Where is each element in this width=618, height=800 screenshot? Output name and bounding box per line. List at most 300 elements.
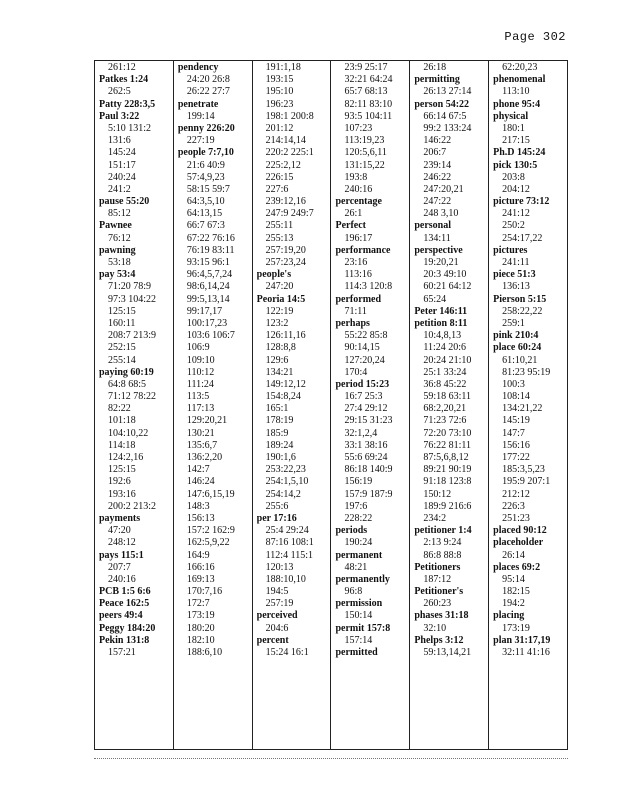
index-reference: 165:1 (265, 403, 289, 415)
index-reference: 113:16 (344, 269, 372, 281)
index-reference: 96:4,5,7,24 (186, 269, 233, 281)
index-reference: 157:9 187:9 (344, 488, 393, 500)
index-reference: 193:15 (265, 74, 294, 86)
index-reference: 97:3 104:22 (108, 293, 157, 305)
index-reference: 241:2 (108, 183, 131, 195)
index-table (94, 60, 568, 750)
index-reference: 194:5 (265, 586, 289, 598)
index-heading: Perfect (335, 220, 367, 232)
index-reference: 68:2,20,21 (423, 403, 467, 415)
index-reference: 117:13 (186, 403, 215, 415)
index-reference: 104:10,22 (108, 427, 149, 439)
index-reference: 255:13 (265, 232, 294, 244)
index-reference: 82:22 (108, 403, 131, 415)
index-reference: 146:24 (186, 476, 215, 488)
index-heading: perhaps (335, 317, 370, 329)
index-heading: Ph.D 145:24 (493, 147, 546, 159)
index-reference: 190:1,6 (265, 452, 296, 463)
index-heading: petitioner 1:4 (414, 525, 472, 537)
index-heading: people 7:7,10 (177, 147, 234, 159)
index-reference: 193:8 (344, 171, 368, 183)
index-reference: 251:23 (502, 512, 530, 524)
index-reference: 124:2,16 (108, 452, 144, 463)
index-reference: 71:12 78:22 (108, 391, 157, 403)
index-reference: 64:3,5,10 (186, 196, 225, 208)
index-reference: 172:7 (186, 598, 210, 610)
index-reference: 166:16 (186, 561, 215, 573)
index-reference: 146:22 (423, 135, 452, 147)
index-reference: 127:20,24 (344, 354, 385, 366)
index-reference: 217:15 (502, 135, 530, 147)
page-number: Page 302 (504, 30, 566, 44)
index-reference: 134:21,22 (502, 403, 543, 415)
index-reference: 65:7 68:13 (344, 86, 388, 98)
index-reference: 240:16 (344, 183, 373, 195)
index-reference: 58:15 59:7 (186, 183, 230, 195)
index-reference: 227:19 (186, 135, 215, 147)
index-reference: 164:9 (186, 549, 210, 561)
index-reference: 151:17 (108, 159, 136, 171)
index-reference: 248:12 (108, 537, 136, 549)
index-reference: 26:22 27:7 (186, 86, 230, 98)
index-reference: 26:18 (423, 62, 447, 73)
index-column-1 (95, 61, 174, 749)
index-reference: 96:8 (344, 586, 363, 598)
index-reference: 196:17 (344, 232, 373, 244)
index-reference: 149:12,12 (265, 378, 306, 390)
index-heading: petition 8:11 (414, 317, 468, 329)
index-reference: 257:19,20 (265, 244, 306, 256)
index-reference: 114:3 120:8 (344, 281, 393, 293)
index-reference: 19:20,21 (423, 257, 459, 268)
index-reference: 173:19 (186, 610, 215, 622)
index-reference: 162:5,9,22 (186, 537, 230, 549)
index-reference: 129:20,21 (186, 415, 228, 427)
index-heading: Peace 162:5 (99, 598, 150, 610)
index-reference: 112:4 115:1 (265, 549, 313, 561)
index-reference: 113:19,23 (344, 135, 385, 147)
index-heading: penetrate (177, 98, 219, 110)
index-reference: 21:6 40:9 (186, 159, 225, 171)
index-reference: 207:7 (108, 561, 131, 573)
index-reference: 103:6 106:7 (186, 330, 235, 342)
index-heading: person 54:22 (414, 98, 470, 110)
index-heading: Patkes 1:24 (99, 74, 149, 86)
index-heading: penny 226:20 (177, 122, 235, 134)
index-reference: 234:2 (423, 512, 447, 524)
index-reference: 61:10,21 (502, 354, 538, 366)
index-reference: 76:19 83:11 (186, 244, 235, 256)
index-reference: 195:9 207:1 (502, 476, 551, 488)
index-heading: Pierson 5:15 (493, 293, 547, 305)
index-reference: 227:6 (265, 183, 289, 195)
index-reference: 208:7 213:9 (108, 330, 157, 342)
index-reference: 32:1,2,4 (344, 427, 378, 439)
index-reference: 255:6 (265, 500, 289, 512)
index-reference: 254:14,2 (265, 488, 301, 500)
index-heading: PCB 1:5 6:6 (99, 586, 151, 598)
index-reference: 71:23 72:6 (423, 415, 467, 427)
index-heading: perspective (414, 244, 463, 256)
index-reference: 250:2 (502, 220, 525, 232)
index-reference: 20:24 21:10 (423, 354, 472, 366)
index-heading: periods (335, 525, 368, 537)
index-reference: 86:18 140:9 (344, 464, 393, 476)
index-reference: 101:18 (108, 415, 136, 427)
index-reference: 255:11 (265, 220, 294, 232)
index-reference: 142:7 (186, 464, 210, 476)
index-reference: 136:2,20 (186, 452, 223, 463)
index-heading: performance (335, 244, 391, 256)
index-reference: 134:11 (423, 232, 451, 244)
index-heading: physical (493, 110, 529, 122)
index-reference: 99:5,13,14 (186, 293, 230, 305)
index-reference: 177:22 (502, 452, 530, 463)
index-heading: plan 31:17,19 (493, 634, 551, 646)
index-heading: placeholder (493, 537, 544, 549)
index-reference: 204:6 (265, 622, 289, 634)
index-reference: 16:7 25:3 (344, 391, 383, 403)
index-reference: 32:21 64:24 (344, 74, 393, 86)
index-heading: personal (414, 220, 451, 232)
index-reference: 156:13 (186, 512, 215, 524)
index-reference: 178:19 (265, 415, 294, 427)
index-reference: 241:12 (502, 208, 530, 220)
index-reference: 71:20 78:9 (108, 281, 152, 293)
index-reference: 86:8 88:8 (423, 549, 462, 561)
index-reference: 247:20,21 (423, 183, 464, 195)
index-reference: 191:1,18 (265, 62, 301, 73)
index-reference: 225:2,12 (265, 159, 301, 171)
index-reference: 187:12 (423, 573, 452, 585)
index-reference: 150:12 (423, 488, 452, 500)
index-reference: 257:23,24 (265, 257, 306, 268)
index-reference: 32:10 (423, 622, 447, 634)
index-reference: 241:11 (502, 257, 530, 268)
index-reference: 90:14,15 (344, 342, 380, 354)
index-reference: 25:1 33:24 (423, 366, 467, 378)
index-heading: period 15:23 (335, 378, 390, 390)
index-column-5 (410, 61, 489, 749)
index-reference: 226:3 (502, 500, 525, 512)
index-reference: 59:13,14,21 (423, 647, 472, 658)
index-reference: 87:16 108:1 (265, 537, 314, 549)
index-reference: 67:22 76:16 (186, 232, 235, 244)
index-heading: phases 31:18 (414, 610, 469, 622)
index-heading: placing (493, 610, 525, 622)
index-reference: 240:24 (108, 171, 136, 183)
index-reference: 173:19 (502, 622, 530, 634)
index-reference: 180:20 (186, 622, 215, 634)
index-heading: place 60:24 (493, 342, 542, 354)
index-reference: 99:2 133:24 (423, 122, 472, 134)
index-heading: pause 55:20 (99, 196, 150, 208)
index-reference: 136:13 (502, 281, 530, 293)
index-reference: 204:12 (502, 183, 530, 195)
index-reference: 160:11 (108, 317, 136, 329)
index-reference: 10:4,8,13 (423, 330, 462, 342)
index-column-2 (174, 61, 253, 749)
index-reference: 182:15 (502, 586, 530, 598)
index-heading: people's (256, 269, 292, 281)
index-heading: paying 60:19 (99, 366, 154, 378)
index-reference: 108:14 (502, 391, 530, 403)
index-heading: piece 51:3 (493, 269, 536, 281)
index-reference: 95:14 (502, 573, 525, 585)
index-heading: Petitioner's (414, 586, 464, 598)
index-reference: 125:15 (108, 464, 136, 476)
index-reference: 196:23 (265, 98, 294, 110)
index-reference: 125:15 (108, 305, 136, 317)
index-heading: Petitioners (414, 561, 461, 573)
index-reference: 113:10 (502, 86, 530, 98)
index-reference: 89:21 90:19 (423, 464, 472, 476)
index-heading: pawning (99, 244, 136, 256)
index-reference: 195:10 (265, 86, 294, 98)
index-reference: 188:10,10 (265, 573, 306, 585)
index-heading: permission (335, 598, 383, 610)
index-reference: 259:1 (502, 317, 525, 329)
index-heading: pendency (177, 62, 219, 73)
index-reference: 15:24 16:1 (265, 647, 309, 658)
index-heading: percent (256, 634, 289, 646)
index-reference: 23:9 25:17 (344, 62, 388, 73)
index-reference: 193:16 (108, 488, 136, 500)
index-heading: pick 130:5 (493, 159, 538, 171)
index-reference: 64:8 68:5 (108, 378, 147, 390)
index-reference: 157:21 (108, 647, 136, 658)
index-reference: 62:20,23 (502, 62, 538, 73)
index-reference: 157:2 162:9 (186, 525, 235, 537)
index-reference: 76:12 (108, 232, 131, 244)
index-reference: 156:16 (502, 439, 530, 451)
index-reference: 147:7 (502, 427, 525, 439)
index-reference: 24:20 26:8 (186, 74, 230, 86)
index-heading: per 17:16 (256, 512, 297, 524)
index-reference: 199:14 (186, 110, 215, 122)
index-reference: 107:23 (344, 122, 373, 134)
index-reference: 60:21 64:12 (423, 281, 472, 293)
index-reference: 220:2 225:1 (265, 147, 314, 159)
index-heading: Peter 146:11 (414, 305, 468, 317)
index-reference: 106:9 (186, 342, 210, 354)
index-reference: 131:6 (108, 135, 131, 147)
index-heading: payments (99, 512, 141, 524)
index-reference: 27:4 29:12 (344, 403, 388, 415)
index-reference: 189:24 (265, 439, 294, 451)
index-reference: 255:14 (108, 354, 136, 366)
index-heading: permitted (335, 647, 378, 658)
index-column-6 (489, 61, 567, 749)
index-heading: Pawnee (99, 220, 132, 232)
index-reference: 134:21 (265, 366, 294, 378)
index-reference: 254:1,5,10 (265, 476, 309, 488)
index-reference: 261:12 (108, 62, 136, 73)
index-reference: 53:18 (108, 257, 131, 268)
index-reference: 254:17,22 (502, 232, 543, 244)
index-heading: Phelps 3:12 (414, 634, 464, 646)
index-reference: 192:6 (108, 476, 131, 488)
index-reference: 32:11 41:16 (502, 647, 550, 658)
index-reference: 55:22 85:8 (344, 330, 388, 342)
index-reference: 253:22,23 (265, 464, 306, 476)
index-reference: 23:16 (344, 257, 368, 268)
index-reference: 170:7,16 (186, 586, 223, 598)
index-heading: perceived (256, 610, 298, 622)
index-heading: pays 115:1 (99, 549, 144, 561)
index-reference: 98:6,14,24 (186, 281, 230, 293)
index-reference: 148:3 (186, 500, 210, 512)
index-heading: places 69:2 (493, 561, 541, 573)
index-reference: 185:3,5,23 (502, 464, 545, 476)
index-reference: 180:1 (502, 122, 525, 134)
index-reference: 109:10 (186, 354, 215, 366)
index-reference: 91:18 123:8 (423, 476, 472, 488)
index-reference: 111:24 (186, 378, 214, 390)
index-reference: 72:20 73:10 (423, 427, 472, 439)
index-reference: 145:24 (108, 147, 136, 159)
index-heading: placed 90:12 (493, 525, 547, 537)
index-reference: 239:12,16 (265, 196, 306, 208)
index-reference: 156:19 (344, 476, 373, 488)
index-reference: 135:6,7 (186, 439, 218, 451)
index-reference: 57:4,9,23 (186, 171, 225, 183)
index-reference: 126:11,16 (265, 330, 306, 342)
index-reference: 130:21 (186, 427, 215, 439)
index-heading: pay 53:4 (99, 269, 136, 281)
index-reference: 26:1 (344, 208, 363, 220)
index-reference: 214:14,14 (265, 135, 306, 147)
index-reference: 100:17,23 (186, 317, 228, 329)
index-reference: 189:9 216:6 (423, 500, 472, 512)
index-reference: 71:11 (344, 305, 367, 317)
index-heading: phenomenal (493, 74, 546, 86)
index-reference: 76:22 81:11 (423, 439, 471, 451)
index-reference: 252:15 (108, 342, 136, 354)
index-heading: Patty 228:3,5 (99, 98, 156, 110)
index-reference: 185:9 (265, 427, 289, 439)
index-column-3 (253, 61, 332, 749)
index-reference: 128:8,8 (265, 342, 296, 354)
index-reference: 203:8 (502, 171, 525, 183)
index-reference: 29:15 31:23 (344, 415, 393, 427)
index-heading: pink 210:4 (493, 330, 539, 342)
index-reference: 247:9 249:7 (265, 208, 314, 220)
index-reference: 36:8 45:22 (423, 378, 467, 390)
index-reference: 122:19 (265, 305, 294, 317)
index-reference: 228:22 (344, 512, 373, 524)
index-reference: 81:23 95:19 (502, 366, 551, 378)
index-reference: 33:1 38:16 (344, 439, 388, 451)
index-reference: 262:5 (108, 86, 131, 98)
index-reference: 157:14 (344, 634, 373, 646)
index-reference: 246:22 (423, 171, 452, 183)
index-reference: 93:5 104:11 (344, 110, 393, 122)
index-heading: pictures (493, 244, 528, 256)
index-reference: 198:1 200:8 (265, 110, 314, 122)
index-reference: 2:13 9:24 (423, 537, 462, 549)
index-reference: 120:5,6,11 (344, 147, 387, 159)
index-reference: 226:15 (265, 171, 294, 183)
index-reference: 85:12 (108, 208, 131, 220)
index-reference: 100:3 (502, 378, 525, 390)
index-reference: 145:19 (502, 415, 530, 427)
index-reference: 190:24 (344, 537, 373, 549)
index-reference: 150:14 (344, 610, 373, 622)
index-reference: 260:23 (423, 598, 452, 610)
index-reference: 194:2 (502, 598, 525, 610)
index-reference: 93:15 96:1 (186, 257, 230, 268)
index-reference: 87:5,6,8,12 (423, 452, 469, 463)
index-reference: 200:2 213:2 (108, 500, 157, 512)
index-reference: 182:10 (186, 634, 215, 646)
index-heading: permit 157:8 (335, 622, 391, 634)
index-reference: 169:13 (186, 573, 215, 585)
index-reference: 201:12 (265, 122, 294, 134)
index-reference: 114:18 (108, 439, 136, 451)
index-column-4 (331, 61, 410, 749)
index-reference: 66:7 67:3 (186, 220, 225, 232)
index-reference: 239:14 (423, 159, 452, 171)
index-reference: 20:3 49:10 (423, 269, 467, 281)
index-reference: 64:13,15 (186, 208, 223, 220)
index-reference: 110:12 (186, 366, 215, 378)
index-reference: 26:13 27:14 (423, 86, 472, 98)
index-reference: 48:21 (344, 561, 368, 573)
index-reference: 113:5 (186, 391, 210, 403)
index-reference: 247:22 (423, 196, 452, 208)
index-heading: phone 95:4 (493, 98, 541, 110)
index-reference: 120:13 (265, 561, 294, 573)
index-reference: 55:6 69:24 (344, 452, 388, 463)
index-reference: 59:18 63:11 (423, 391, 471, 403)
index-heading: Paul 3:22 (99, 110, 140, 122)
index-reference: 47:20 (108, 525, 131, 537)
index-reference: 129:6 (265, 354, 289, 366)
index-reference: 147:6,15,19 (186, 488, 235, 500)
index-reference: 5:10 131:2 (108, 122, 152, 134)
index-reference: 248 3,10 (423, 208, 459, 220)
index-heading: permitting (414, 74, 460, 86)
index-heading: percentage (335, 196, 382, 208)
index-reference: 247:20 (265, 281, 294, 293)
index-reference: 206:7 (423, 147, 447, 159)
index-reference: 99:17,17 (186, 305, 223, 317)
index-heading: permanent (335, 549, 383, 561)
index-reference: 154:8,24 (265, 391, 301, 403)
index-heading: Peggy 184:20 (99, 622, 156, 634)
index-heading: peers 49:4 (99, 610, 143, 622)
index-reference: 170:4 (344, 366, 368, 378)
index-reference: 212:12 (502, 488, 530, 500)
index-reference: 131:15,22 (344, 159, 385, 171)
index-reference: 123:2 (265, 317, 289, 329)
index-reference: 66:14 67:5 (423, 110, 467, 122)
index-reference: 25:4 29:24 (265, 525, 309, 537)
index-reference: 11:24 20:6 (423, 342, 466, 354)
index-heading: performed (335, 293, 382, 305)
index-reference: 26:14 (502, 549, 525, 561)
index-heading: permanently (335, 573, 390, 585)
index-reference: 65:24 (423, 293, 447, 305)
index-heading: picture 73:12 (493, 196, 550, 208)
index-reference: 82:11 83:10 (344, 98, 393, 110)
index-heading: Peoria 14:5 (256, 293, 306, 305)
footer-rule (94, 758, 568, 759)
index-reference: 257:19 (265, 598, 294, 610)
index-reference: 258:22,22 (502, 305, 543, 317)
index-heading: Pekin 131:8 (99, 634, 150, 646)
